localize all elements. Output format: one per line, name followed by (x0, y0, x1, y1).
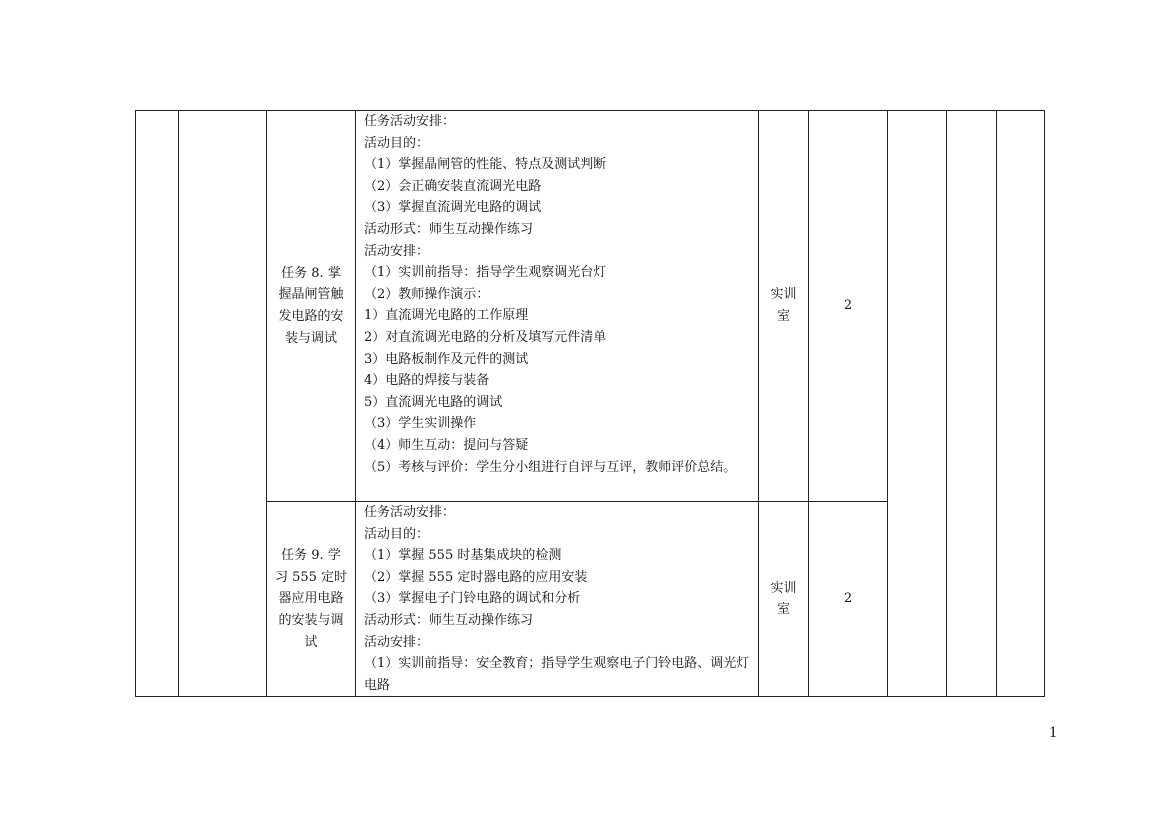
venue-line: 实训 (770, 287, 797, 303)
content-line: （5）考核与评价：学生分小组进行自评与互评，教师评价总结。 (364, 459, 737, 475)
venue-cell (759, 111, 809, 502)
content-line: 2）对直流调光电路的分析及填写元件清单 (364, 329, 607, 345)
task-8-row (136, 111, 1045, 502)
content-line: （3）掌握直流调光电路的调试 (364, 200, 542, 216)
content-line: 活动形式：师生互动操作练习 (364, 612, 534, 628)
content-line: （2）掌握 555 定时器电路的应用安装 (364, 569, 588, 585)
task-line: 的安装与调 (278, 612, 344, 628)
task-line: 发电路的安 (278, 309, 344, 324)
content-line: （4）师生互动：提问与答疑 (364, 437, 529, 453)
blank-cell (997, 111, 1045, 697)
content-line: 活动安排： (364, 634, 430, 650)
content-line: 活动目的： (364, 526, 430, 542)
hours-cell: 2 (809, 502, 888, 697)
task-line: 试 (304, 634, 318, 650)
content-line: 活动安排： (364, 243, 430, 259)
blank-cell (947, 111, 997, 697)
content-line: （3）掌握电子门铃电路的调试和分析 (364, 591, 581, 607)
content-line: （2）会正确安装直流调光电路 (364, 178, 542, 194)
content-line: （2）教师操作演示： (364, 286, 490, 302)
activity-content-cell (356, 502, 759, 697)
content-line: 任务活动安排： (364, 114, 456, 129)
task-line: 任务 9. 学 (281, 548, 341, 564)
task-line: 习 555 定时 (274, 569, 348, 585)
task-line: 装与调试 (284, 330, 337, 346)
hours-cell: 2 (809, 111, 888, 502)
content-line: （1）掌握晶闸管的性能、特点及测试判断 (364, 157, 607, 173)
task-name-cell (267, 502, 356, 697)
venue-line: 室 (776, 309, 790, 324)
task-name-cell (267, 111, 356, 502)
content-line: （1）实训前指导：指导学生观察调光台灯 (364, 265, 607, 281)
venue-line: 实训 (770, 580, 797, 596)
task-line: 器应用电路 (278, 591, 344, 607)
venue-line: 室 (776, 602, 790, 618)
task-line: 任务 8. 掌 (281, 265, 341, 281)
content-line: 活动形式：师生互动操作练习 (364, 221, 534, 237)
content-line: 5）直流调光电路的调试 (364, 394, 503, 410)
blank-cell (888, 111, 947, 697)
blank-cell (136, 111, 179, 697)
content-line: （1）实训前指导：安全教育；指导学生观察电子门铃电路、调光灯电路 (364, 656, 750, 693)
blank-cell (179, 111, 267, 697)
content-line: （3）学生实训操作 (364, 416, 477, 432)
task-line: 握晶闸管触 (278, 287, 344, 303)
content-line: 4）电路的焊接与装备 (364, 373, 490, 389)
content-line: 3）电路板制作及元件的测试 (364, 351, 529, 367)
content-line: 1）直流调光电路的工作原理 (364, 308, 529, 324)
page-number: 1 (1049, 724, 1057, 741)
content-line: （1）掌握 555 时基集成块的检测 (364, 548, 562, 564)
content-line: 活动目的： (364, 135, 430, 151)
activity-content-cell (356, 111, 759, 502)
venue-cell (759, 502, 809, 697)
course-plan-table (135, 110, 1045, 697)
content-line: 任务活动安排： (364, 505, 456, 520)
